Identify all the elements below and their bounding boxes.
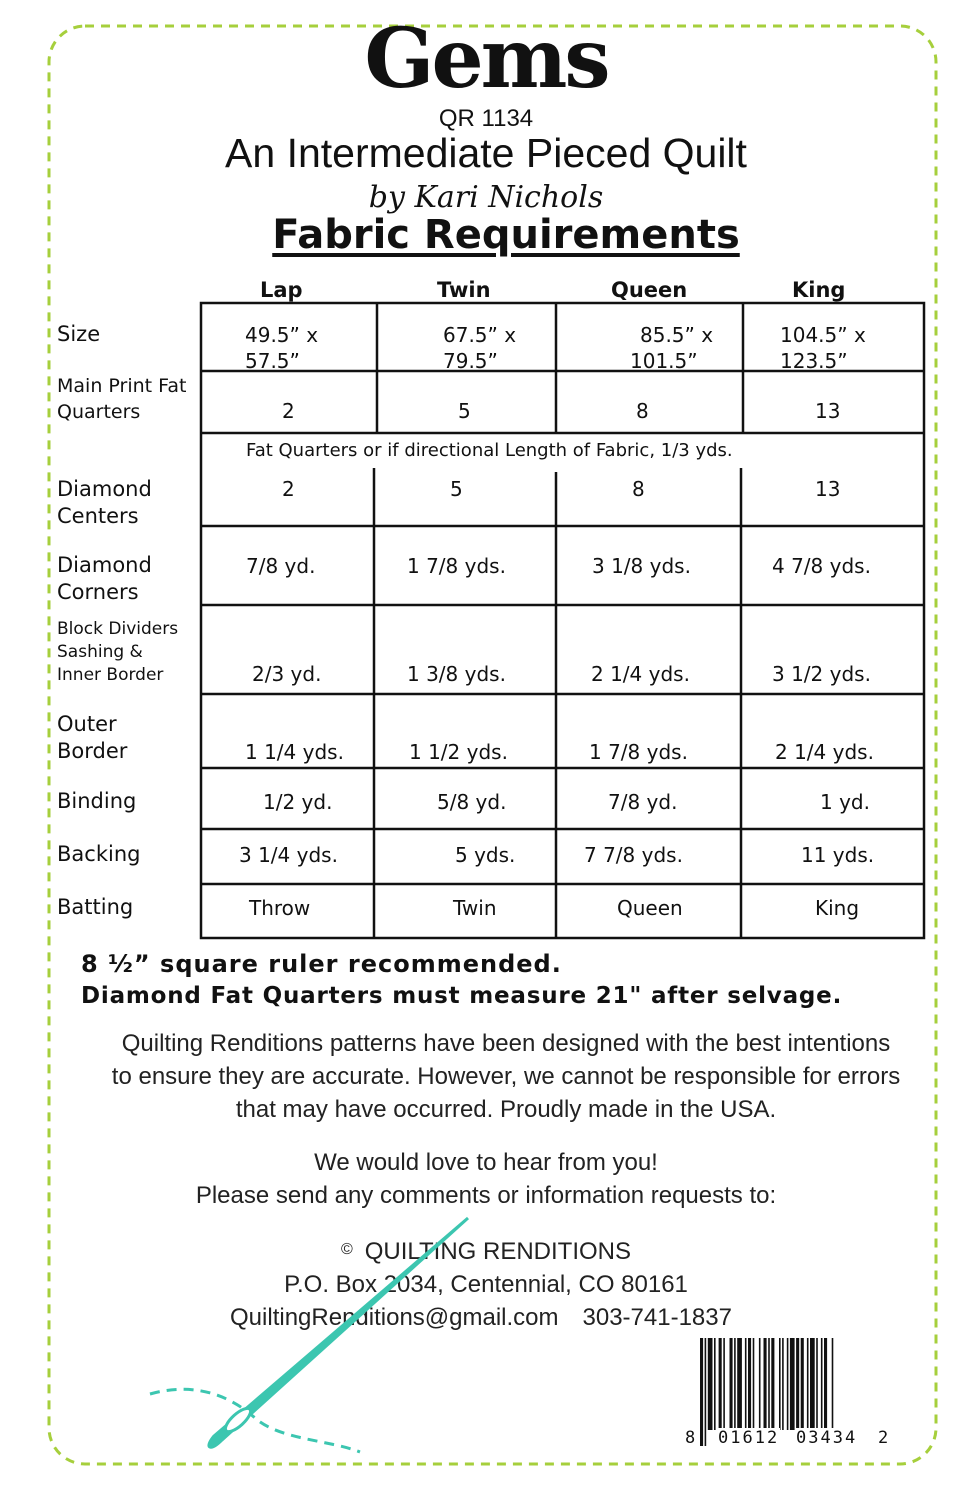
table-cell: 1 7/8 yds.	[589, 740, 688, 764]
table-cell: 7/8 yd.	[246, 554, 316, 578]
table-cell: 3 1/8 yds.	[592, 554, 691, 578]
barcode-bar	[790, 1338, 795, 1430]
contact-request: Please send any comments or information requests to:	[195, 1182, 777, 1209]
barcode-bar	[700, 1338, 703, 1446]
table-cell: 13	[815, 477, 841, 501]
row-label-diamond-centers: Diamond Centers	[57, 477, 152, 528]
pattern-title: Gems	[364, 11, 608, 107]
barcode-bar	[810, 1338, 815, 1430]
table-cell: 7/8 yd.	[608, 790, 678, 814]
table-cell: 2/3 yd.	[252, 662, 322, 686]
measure-note: Diamond Fat Quarters must measure 21" after selvage.	[81, 983, 843, 1009]
email-link[interactable]: QuiltingRenditions@gmail.com	[230, 1304, 559, 1331]
table-cell: 5	[458, 399, 471, 423]
barcode-bar	[759, 1338, 761, 1430]
barcode-bar	[782, 1338, 784, 1430]
table-cell: Twin	[453, 896, 497, 920]
table-cell: 11 yds.	[801, 843, 875, 867]
barcode-bar	[821, 1338, 823, 1430]
barcode-lead-digit: 8	[685, 1428, 696, 1448]
table-cell: 1 yd.	[820, 790, 870, 814]
disclaimer-line-1: Quilting Renditions patterns have been designed with the best intentions	[121, 1030, 891, 1057]
phone-number: 303-741-1837	[582, 1304, 732, 1331]
pattern-subtitle: An Intermediate Pieced Quilt	[225, 130, 747, 176]
barcode-bar	[714, 1338, 716, 1430]
copyright-symbol: ©	[340, 1241, 353, 1258]
table-cell: 85.5” x 101.5”	[630, 323, 714, 373]
barcode-bar	[816, 1338, 818, 1430]
column-header-lap: Lap	[260, 278, 303, 302]
table-cell: 5/8 yd.	[437, 790, 507, 814]
table-cell: 1 1/4 yds.	[245, 740, 344, 764]
table-cell: 49.5” x 57.5”	[245, 323, 319, 373]
table-cell: 1/2 yd.	[263, 790, 333, 814]
disclaimer-line-3: that may have occurred. Proudly made in the USA.	[235, 1096, 777, 1123]
barcode-bar	[807, 1338, 809, 1430]
section-heading: Fabric Requirements	[272, 212, 740, 258]
fat-quarter-note: Fat Quarters or if directional Length of Fabric, 1/3 yds.	[246, 440, 733, 461]
barcode-bar	[753, 1338, 755, 1430]
table-cell: 7 7/8 yds.	[584, 843, 683, 867]
ruler-note: 8 ½” square ruler recommended.	[81, 950, 562, 978]
barcode-bar	[764, 1338, 767, 1430]
barcode-bar	[734, 1338, 736, 1430]
barcode-bar	[787, 1338, 789, 1430]
table-cell: 104.5” x 123.5”	[780, 323, 866, 373]
row-label-diamond-corners: Diamond Corners	[57, 553, 152, 604]
table-cell: King	[815, 896, 860, 920]
table-cell: 5 yds.	[455, 843, 516, 867]
barcode-left-digits: 01612	[718, 1428, 780, 1448]
barcode-bar	[801, 1338, 804, 1430]
table-cell: 8	[632, 477, 645, 501]
table-cell: 8	[636, 399, 649, 423]
disclaimer-line-2: to ensure they are accurate. However, we cannot be responsible for errors	[111, 1063, 901, 1090]
table-cell: 1 3/8 yds.	[407, 662, 506, 686]
barcode-right-digits: 03434	[796, 1428, 858, 1448]
barcode-bar	[719, 1338, 722, 1430]
barcode-bar	[745, 1338, 747, 1430]
column-header-king: King	[792, 278, 846, 302]
barcode-bar	[748, 1338, 751, 1430]
row-label-size: Size	[57, 322, 101, 346]
barcode-bar	[737, 1338, 742, 1430]
table-cell: Queen	[617, 896, 683, 920]
table-cell: 2	[282, 399, 295, 423]
row-label-outer-border: Outer Border	[57, 712, 128, 763]
thread-icon	[150, 1389, 360, 1452]
barcode-bar	[723, 1338, 725, 1430]
barcode-bar	[705, 1338, 707, 1446]
row-label-binding: Binding	[57, 789, 137, 813]
table-cell: 2	[282, 477, 295, 501]
table-cell: 67.5” x 79.5”	[443, 323, 517, 373]
barcode-bar	[779, 1338, 781, 1430]
row-label-block-dividers: Block Dividers Sashing & Inner Border	[57, 619, 179, 685]
barcode-bar	[730, 1338, 733, 1430]
barcode-check-digit: 2	[878, 1428, 889, 1448]
company-name: QUILTING RENDITIONS	[364, 1238, 632, 1265]
barcode-bar	[796, 1338, 799, 1430]
column-header-twin: Twin	[437, 278, 491, 302]
table-cell: 3 1/2 yds.	[772, 662, 871, 686]
column-header-queen: Queen	[611, 278, 688, 302]
row-label-backing: Backing	[57, 842, 141, 866]
row-label-batting: Batting	[57, 895, 134, 919]
table-cell: 3 1/4 yds.	[239, 843, 338, 867]
pattern-code: QR 1134	[438, 105, 534, 132]
table-cell: 4 7/8 yds.	[772, 554, 871, 578]
table-cell: 2 1/4 yds.	[775, 740, 874, 764]
contact-intro: We would love to hear from you!	[314, 1149, 658, 1176]
author-line: by Kari Nichols	[368, 180, 604, 215]
barcode-bar	[708, 1338, 713, 1430]
postal-address: P.O. Box 2034, Centennial, CO 80161	[284, 1271, 688, 1298]
table-cell: 13	[815, 399, 841, 423]
table-cell: 2 1/4 yds.	[591, 662, 690, 686]
row-label-main-print: Main Print Fat Quarters	[57, 375, 187, 423]
table-cell: 1 1/2 yds.	[409, 740, 508, 764]
table-cell: Throw	[249, 896, 311, 920]
table-cell: 5	[450, 477, 463, 501]
table-cell: 1 7/8 yds.	[407, 554, 506, 578]
